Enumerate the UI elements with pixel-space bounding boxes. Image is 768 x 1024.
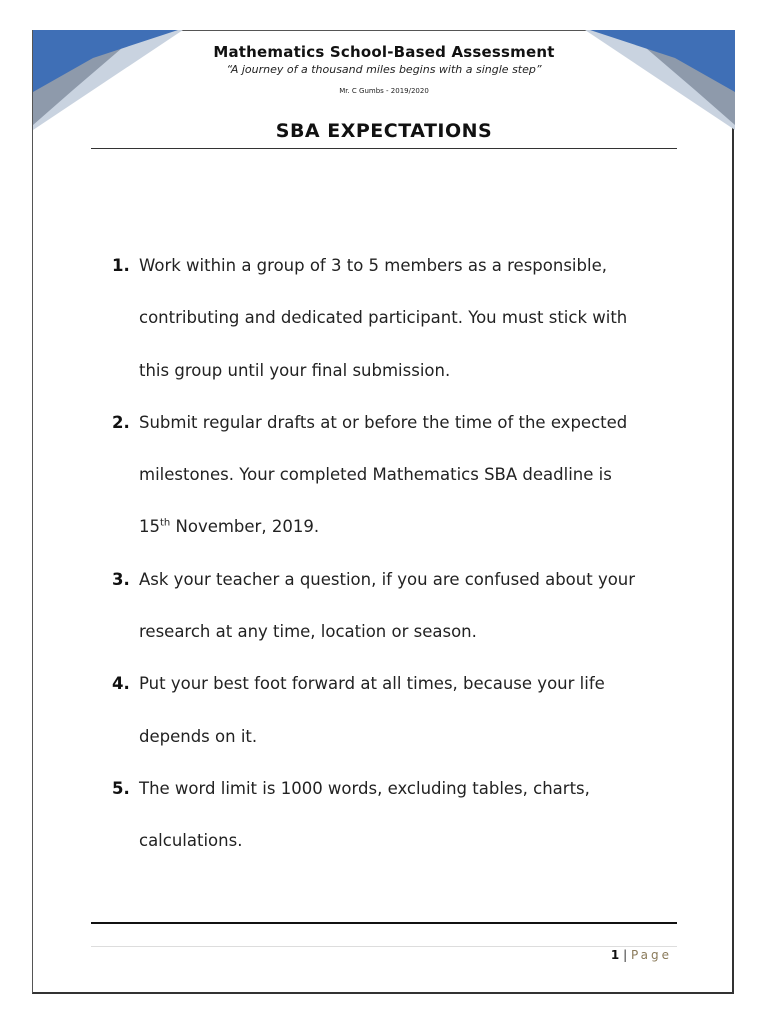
item-line: milestones. Your completed Mathematics SBA deadline is xyxy=(139,465,612,485)
title-underline xyxy=(91,148,677,149)
item-number: 3. xyxy=(112,569,130,589)
deadline-month-year: November, 2019. xyxy=(170,517,320,537)
header-motto: “A journey of a thousand miles begins with a single step” xyxy=(226,63,542,76)
list-item xyxy=(112,763,672,868)
item-line: contributing and dedicated participant. You must stick with xyxy=(139,308,628,328)
item-line: research at any time, location or season. xyxy=(139,622,477,642)
item-line: depends on it. xyxy=(139,726,258,746)
footer-divider xyxy=(91,946,677,947)
item-line: Submit regular drafts at or before the time of the expected xyxy=(139,412,628,432)
item-line: The word limit is 1000 words, excluding tables, charts, xyxy=(139,778,590,798)
header-author: Mr. C Gumbs - 2019/2020 xyxy=(339,87,429,95)
item-line: Ask your teacher a question, if you are confused about your xyxy=(139,569,636,589)
page-label: Page xyxy=(630,948,672,962)
item-line: this group until your final submission. xyxy=(139,360,451,380)
item-number: 1. xyxy=(112,256,130,275)
item-line: Work within a group of 3 to 5 members as a responsible, xyxy=(139,256,607,275)
page-footer xyxy=(611,948,672,962)
footer-rule xyxy=(91,922,677,924)
expectations-list xyxy=(112,240,672,868)
item-number: 2. xyxy=(112,412,130,432)
header-title: Mathematics School-Based Assessment xyxy=(213,43,555,61)
item-line: calculations. xyxy=(139,831,243,851)
list-item xyxy=(112,397,672,554)
page-title: SBA EXPECTATIONS xyxy=(275,120,493,142)
list-item xyxy=(112,240,672,397)
item-line: Put your best foot forward at all times, because your life xyxy=(139,674,605,694)
footer-separator: | xyxy=(619,948,631,962)
page-number: 1 xyxy=(610,948,620,962)
deadline-day: 15 xyxy=(139,517,160,537)
deadline-day-suffix: th xyxy=(160,517,171,529)
list-item xyxy=(112,554,672,659)
item-line-deadline xyxy=(139,501,672,553)
item-number: 5. xyxy=(112,778,130,798)
list-item xyxy=(112,658,672,763)
item-number: 4. xyxy=(112,674,130,694)
